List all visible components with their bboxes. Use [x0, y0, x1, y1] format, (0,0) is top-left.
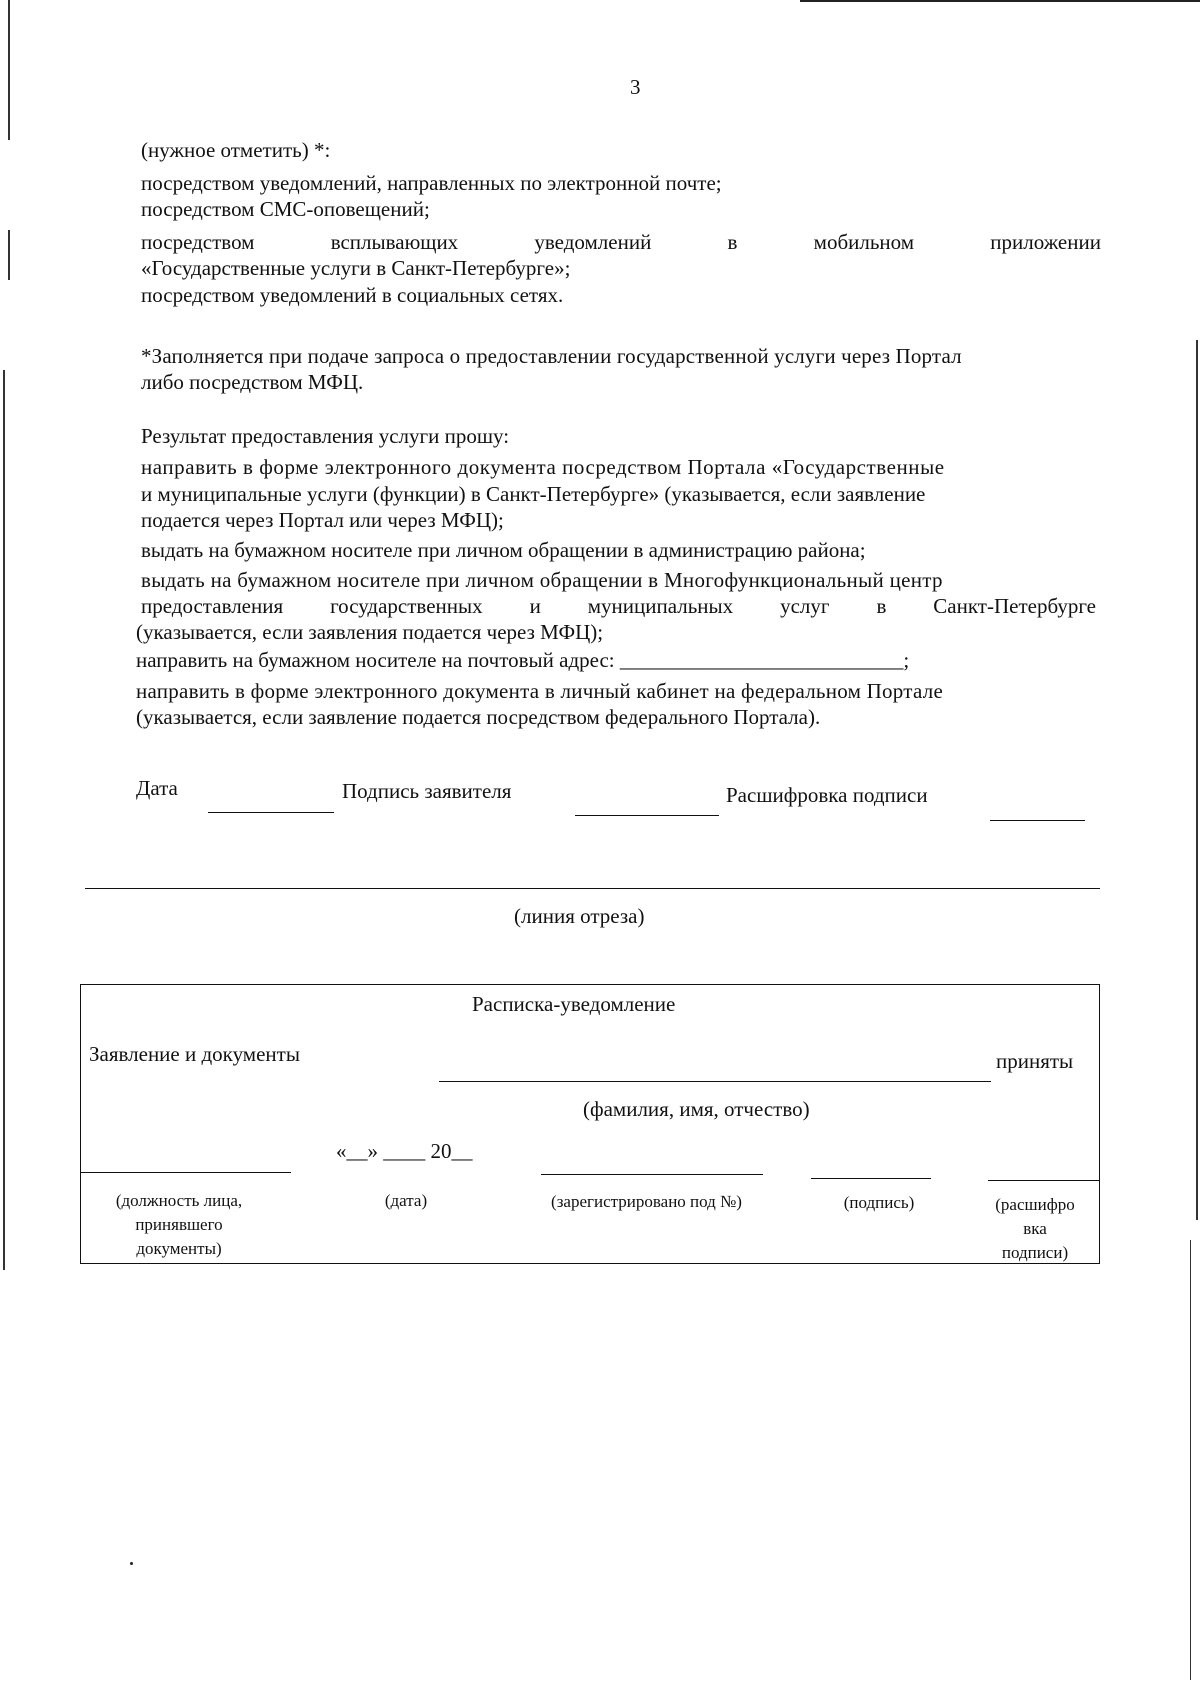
- date-label: Дата: [136, 776, 178, 800]
- result-line: направить в форме электронного документа посредством Портала «Государственные: [141, 455, 945, 479]
- receipt-date-field: «__» ____ 20__: [336, 1139, 473, 1163]
- scan-edge-left-3: [3, 370, 5, 1270]
- result-heading: Результат предоставления услуги прошу:: [141, 424, 510, 448]
- result-line-postal: направить на бумажном носителе на почтовый адрес: ___________________________;: [136, 648, 910, 672]
- cut-line-caption: (линия отреза): [514, 904, 645, 928]
- receipt-docs-label: Заявление и документы: [89, 1042, 300, 1066]
- result-line: выдать на бумажном носителе при личном обращении в Многофункциональный центр: [141, 568, 943, 592]
- mfc-word: государственных: [330, 594, 483, 618]
- push-word: в: [727, 230, 738, 254]
- push-word: посредством: [141, 230, 255, 254]
- result-line-mfc: [141, 593, 1096, 619]
- result-line: и муниципальные услуги (функции) в Санкт-Петербурге» (указывается, если заявление: [141, 482, 926, 506]
- notify-option-push-app: «Государственные услуги в Санкт-Петербурге»;: [141, 256, 571, 280]
- result-line: выдать на бумажном носителе при личном обращении в администрацию района;: [141, 538, 866, 562]
- push-word: приложении: [990, 230, 1101, 254]
- receipt-name-line: [439, 1081, 991, 1082]
- scan-dot: [130, 1562, 133, 1565]
- push-word: всплывающих: [330, 230, 459, 254]
- signature-line: [575, 815, 719, 816]
- receipt-sign-line: [811, 1178, 931, 1179]
- receipt-decode-line: [988, 1180, 1099, 1181]
- scan-edge-right-1: [1196, 340, 1198, 1220]
- signature-decode-label: Расшифровка подписи: [726, 783, 928, 807]
- scan-top-line: [800, 0, 1200, 2]
- mfc-word: Санкт-Петербурге: [933, 594, 1096, 618]
- date-line: [208, 812, 334, 813]
- receipt-fio-caption: (фамилия, имя, отчество): [583, 1097, 810, 1121]
- mfc-word: предоставления: [141, 594, 284, 618]
- receipt-position-line: [81, 1172, 291, 1173]
- receipt-caption-position: (должность лица, принявшего документы): [115, 1191, 243, 1258]
- mfc-word: в: [876, 594, 887, 618]
- signature-decode-line: [990, 820, 1085, 821]
- notify-option-push: [141, 229, 1101, 255]
- notify-option-social: посредством уведомлений в социальных сетях.: [141, 283, 564, 307]
- receipt-accepted: приняты: [996, 1049, 1074, 1073]
- cut-line: [85, 888, 1100, 889]
- notify-option-email: посредством уведомлений, направленных по электронной почте;: [141, 171, 722, 195]
- mfc-word: муниципальных: [587, 594, 734, 618]
- receipt-caption-date: (дата): [384, 1191, 428, 1210]
- footnote-line-2: либо посредством МФЦ.: [141, 370, 364, 394]
- mfc-word: и: [529, 594, 541, 618]
- receipt-box: [80, 984, 1100, 1264]
- receipt-registered-line: [541, 1174, 763, 1175]
- result-line: (указывается, если заявление подается посредством федерального Портала).: [136, 705, 821, 729]
- result-line: подается через Портал или через МФЦ);: [141, 508, 504, 532]
- receipt-title: Расписка-уведомление: [472, 992, 676, 1016]
- result-line: (указывается, если заявления подается через МФЦ);: [136, 620, 604, 644]
- scan-edge-left-1: [8, 0, 10, 140]
- receipt-caption-registered: (зарегистрировано под №): [551, 1192, 742, 1211]
- receipt-caption-decode: (расшифро вка подписи): [995, 1195, 1075, 1262]
- scan-edge-right-2: [1190, 1240, 1191, 1680]
- notify-option-sms: посредством СМС-оповещений;: [141, 197, 430, 221]
- push-word: мобильном: [813, 230, 915, 254]
- scan-edge-left-2: [8, 230, 10, 280]
- footnote-line-1: *Заполняется при подаче запроса о предоставлении государственной услуги через Портал: [141, 344, 962, 368]
- signature-label: Подпись заявителя: [342, 779, 512, 803]
- page-number: 3: [630, 75, 641, 99]
- push-word: уведомлений: [534, 230, 652, 254]
- mfc-word: услуг: [780, 594, 830, 618]
- receipt-caption-sign: (подпись): [843, 1193, 915, 1212]
- notify-heading: (нужное отметить) *:: [141, 138, 331, 162]
- result-line: направить в форме электронного документа в личный кабинет на федеральном Портале: [136, 679, 944, 703]
